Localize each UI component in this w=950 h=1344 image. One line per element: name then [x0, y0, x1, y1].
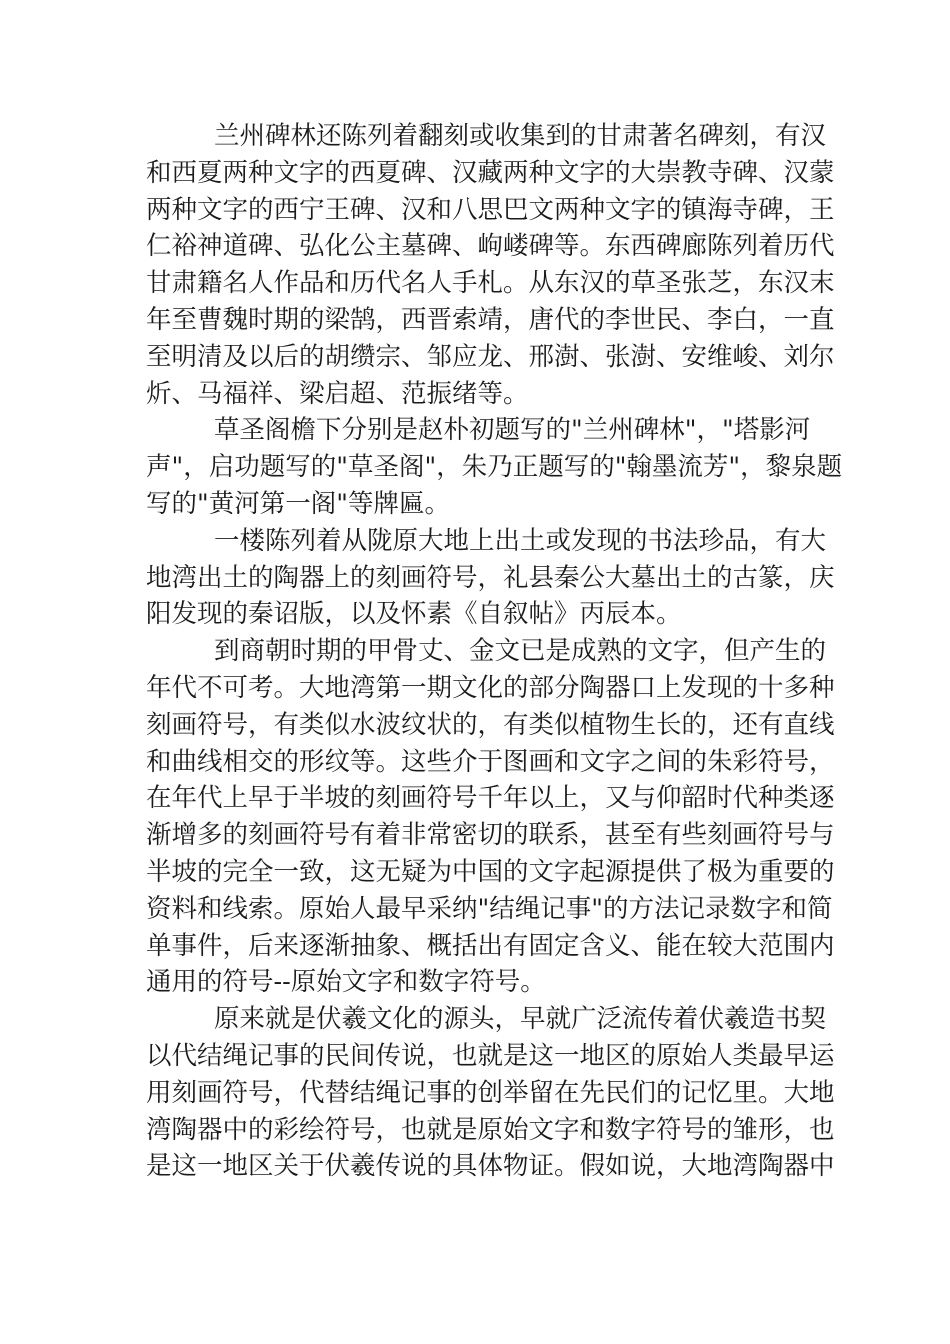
text-line: 渐增多的刻画符号有着非常密切的联系，甚至有些刻画符号与	[146, 820, 835, 851]
text-line: 甘肃籍名人作品和历代名人手札。从东汉的草圣张芝，东汉末	[146, 268, 835, 299]
paragraph	[146, 412, 843, 522]
text-line: 以代结绳记事的民间传说，也就是这一地区的原始人类最早运	[146, 1040, 835, 1071]
text-line: 写的"黄河第一阁"等牌匾。	[146, 488, 450, 519]
text-line: 至明清及以后的胡缵宗、邹应龙、邢澍、张澍、安维峻、刘尔	[146, 341, 835, 372]
text-line: 单事件，后来逐渐抽象、概括出有固定含义、能在较大范围内	[146, 930, 835, 961]
text-line: 和西夏两种文字的西夏碑、汉藏两种文字的大崇教寺碑、汉蒙	[146, 157, 835, 188]
text-line: 到商朝时期的甲骨丈、金文已是成熟的文字，但产生的	[214, 636, 827, 667]
text-line: 在年代上早于半坡的刻画符号千年以上，又与仰韶时代种类逐	[146, 783, 835, 814]
paragraph	[146, 633, 835, 1001]
text-line: 是这一地区关于伏羲传说的具体物证。假如说，大地湾陶器中	[146, 1151, 835, 1182]
text-line: 两种文字的西宁王碑、汉和八思巴文两种文字的镇海寺碑，王	[146, 194, 835, 225]
text-line: 仁裕神道碑、弘化公主墓碑、岣嵝碑等。东西碑廊陈列着历代	[146, 231, 835, 262]
text-line: 炘、马福祥、梁启超、范振绪等。	[146, 378, 529, 409]
text-line: 原来就是伏羲文化的源头，早就广泛流传着伏羲造书契	[214, 1004, 827, 1035]
text-line: 和曲线相交的形纹等。这些介于图画和文字之间的朱彩符号，	[146, 746, 835, 777]
text-line: 地湾出土的陶器上的刻画符号，礼县秦公大墓出土的古篆，庆	[146, 562, 835, 593]
text-line: 阳发现的秦诏版，以及怀素《自叙帖》丙辰本。	[146, 599, 682, 630]
text-line: 通用的符号--原始文字和数字符号。	[146, 967, 546, 998]
text-line: 资料和线索。原始人最早采纳"结绳记事"的方法记录数字和简	[146, 893, 833, 924]
paragraph	[146, 1001, 835, 1185]
text-line: 草圣阁檐下分别是赵朴初题写的"兰州碑林"，"塔影河	[214, 415, 811, 446]
text-line: 声"，启功题写的"草圣阁"，朱乃正题写的"翰墨流芳"，黎泉题	[146, 452, 843, 483]
text-line: 兰州碑林还陈列着翻刻或收集到的甘肃著名碑刻，有汉	[214, 121, 827, 151]
body-text	[146, 118, 843, 1185]
text-line: 年代不可考。大地湾第一期文化的部分陶器口上发现的十多种	[146, 672, 835, 703]
text-line: 半坡的完全一致，这无疑为中国的文字起源提供了极为重要的	[146, 856, 835, 887]
text-line: 年至曹魏时期的梁鹄，西晋索靖，唐代的李世民、李白，一直	[146, 304, 835, 335]
paragraph	[146, 118, 835, 412]
text-line: 刻画符号，有类似水波纹状的，有类似植物生长的，还有直线	[146, 709, 835, 740]
text-line: 一楼陈列着从陇原大地上出土或发现的书法珍品，有大	[214, 525, 827, 556]
paragraph	[146, 523, 835, 633]
text-line: 湾陶器中的彩绘符号，也就是原始文字和数字符号的雏形，也	[146, 1114, 835, 1145]
text-line: 用刻画符号，代替结绳记事的创举留在先民们的记忆里。大地	[146, 1077, 835, 1108]
